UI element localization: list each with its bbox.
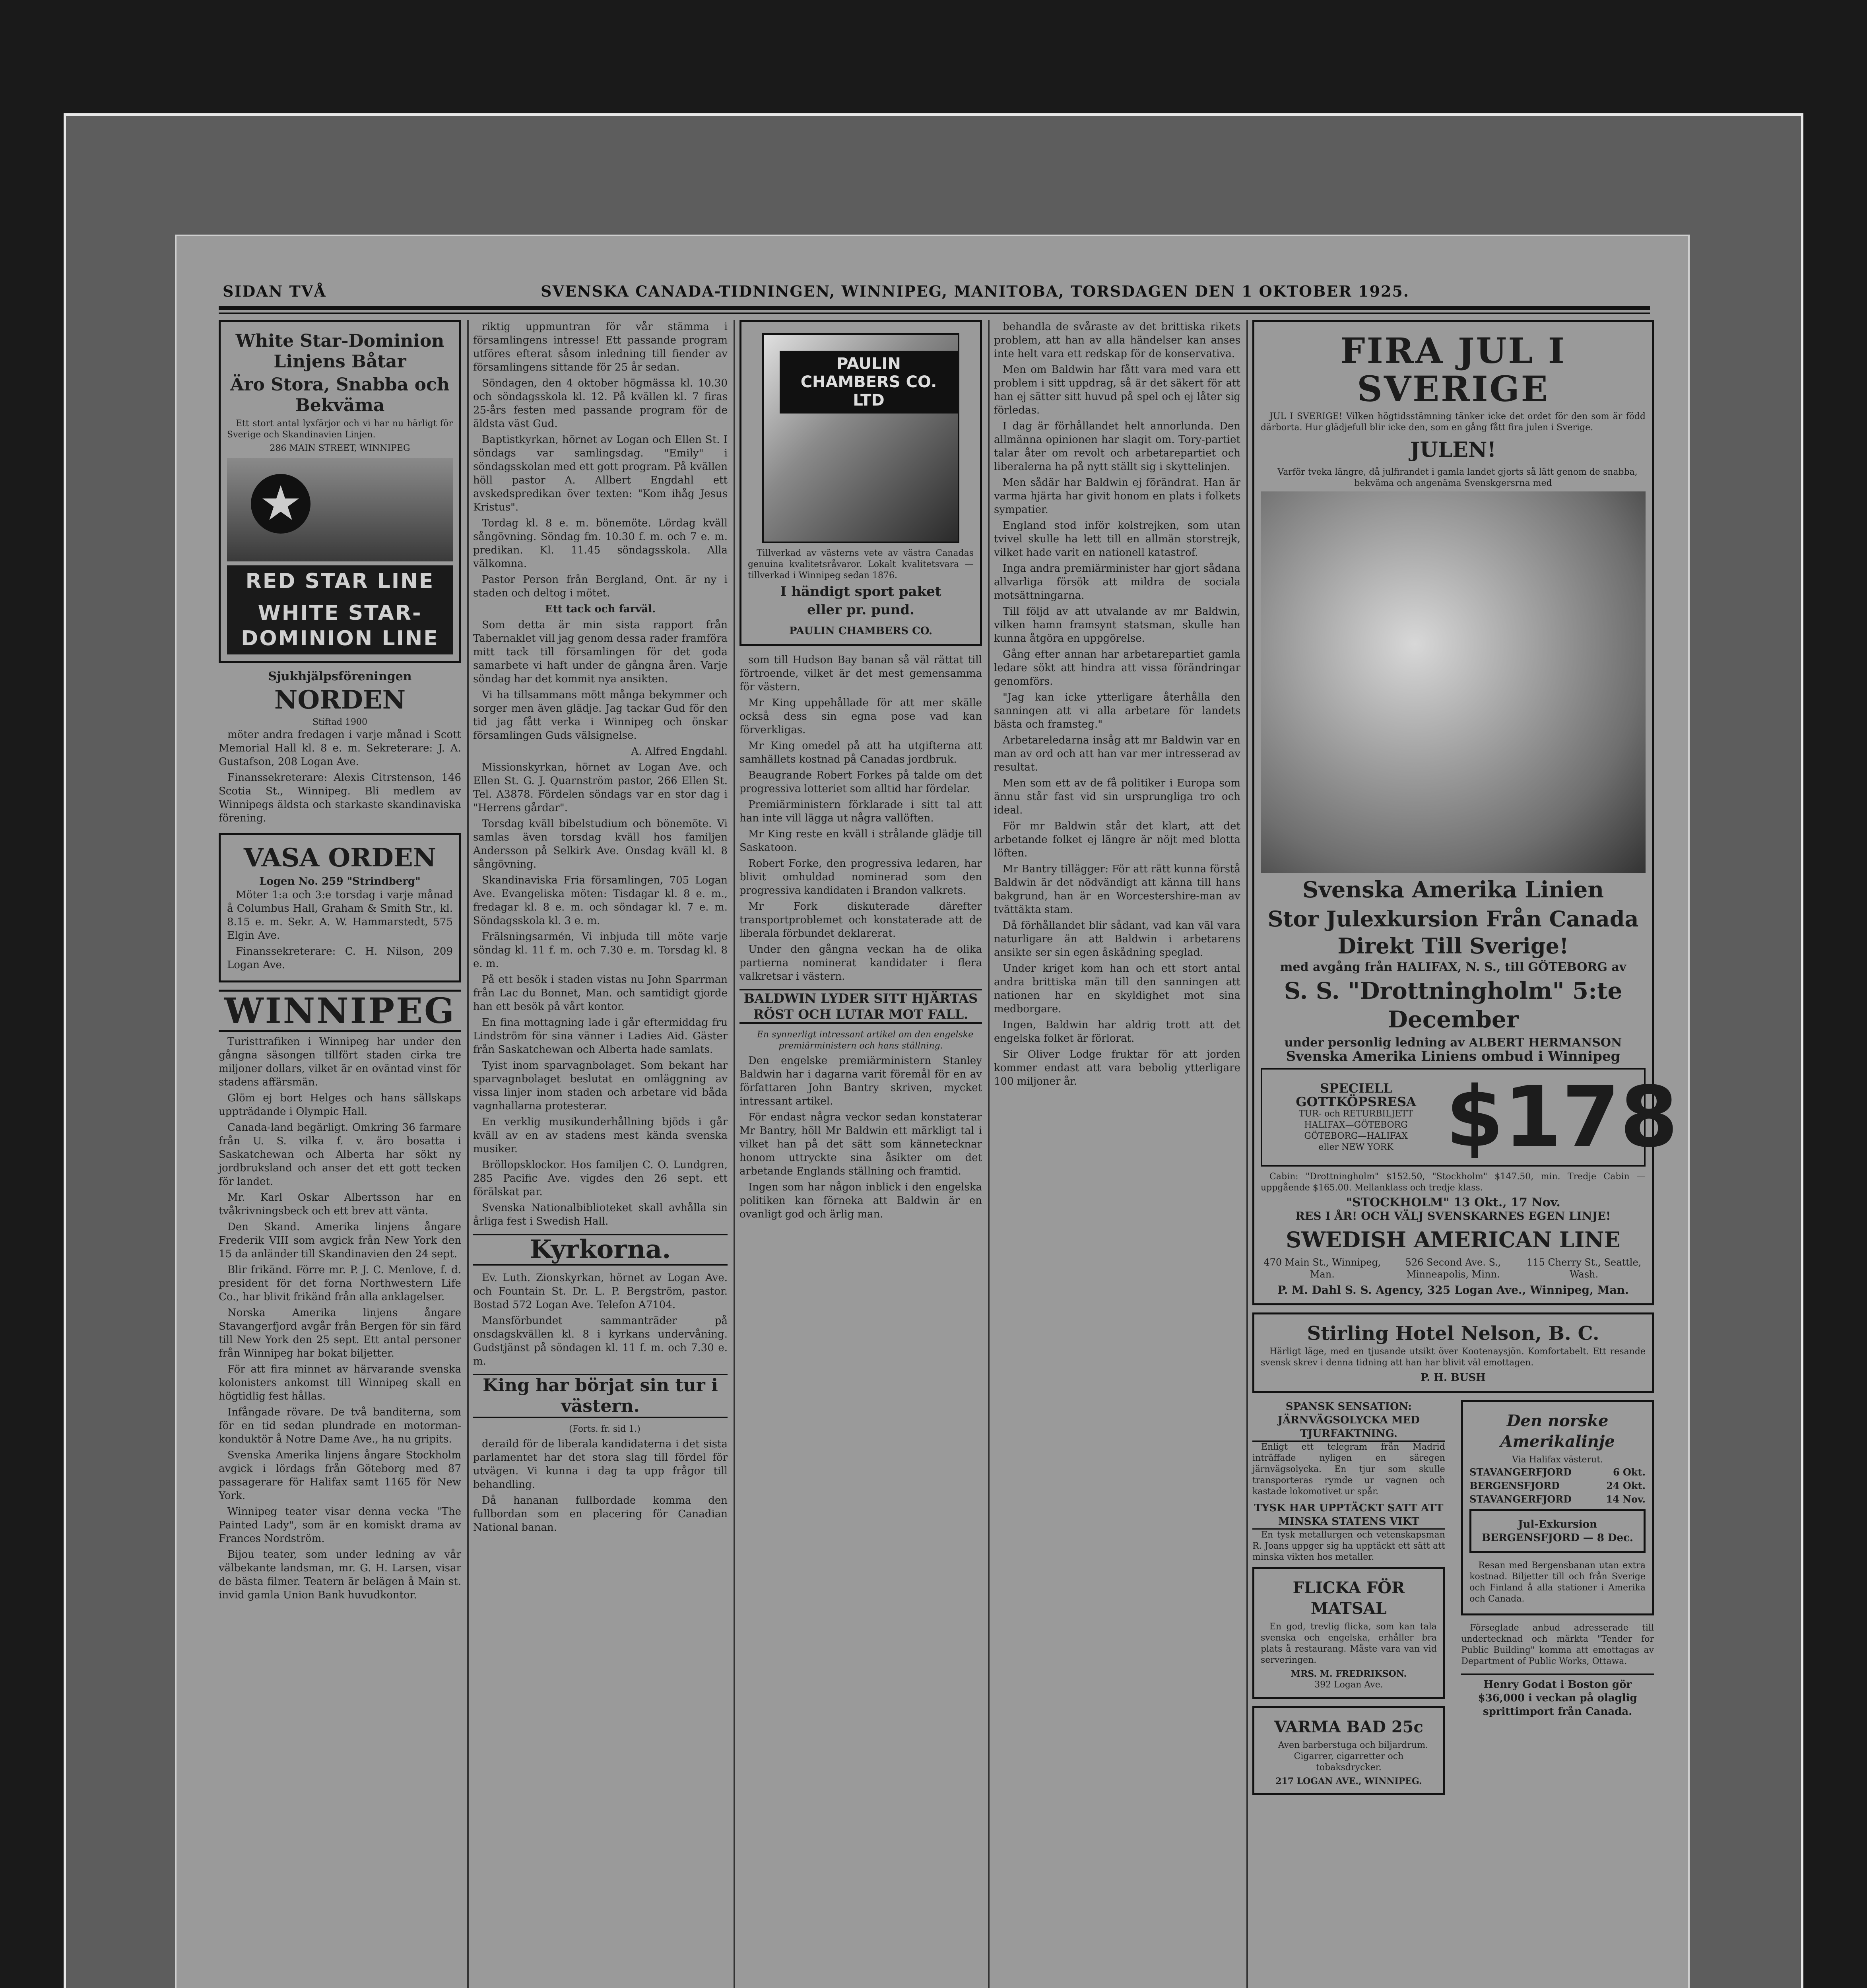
bush-signature: P. H. BUSH [1420,1372,1486,1384]
white-star-address: 286 MAIN STREET, WINNIPEG [270,443,410,453]
stockholm-dates: "STOCKHOLM" 13 Okt., 17 Nov. [1346,1196,1560,1209]
fare-price: $178 [1446,1068,1678,1166]
address-minneapolis: 526 Second Ave. S., Minneapolis, Minn. [1405,1257,1501,1280]
paulin-chambers-ad: PAULIN CHAMBERS CO. LTD Tillverkad av västerns vete av västra Canadas genuina kvalitetsråvaror. Lokalt kvalitetsvara — tillverkad i Winnipeg sedan 1876. I händigt sport paket eller pr. pund. PAULIN CHAMBERS CO. [739,320,982,646]
sailing-line: med avgång från HALIFAX, N. S., till GÖTEBORG av [1280,960,1626,974]
address-winnipeg: 470 Main St., Winnipeg, Man. [1263,1257,1381,1280]
christmas-visit-illustration [1261,491,1646,873]
varma-heading: VARMA BAD 25c [1274,1718,1423,1736]
jul-exkursion-box [1469,1509,1646,1553]
king-heading: King har börjat sin tur i västern. [473,1374,728,1418]
swedish-american-line-ad: FIRA JUL I SVERIGE JUL I SVERIGE! Vilken högtidsstämning tänker icke det ordet för den som är född därborta. Hur glädjefull blir icke den, som en gång fått fira julen i Sverige. JULEN! Varför tveka längre, då julfirandet i gamla landet gjorts så lätt genom de snabba, bekväma och angenäma Svenskgersrna med Svenska Amerika Linien Stor Julexkursion Från Canada Direkt Till Sverige! med avgång från HALIFAX, N. S., till GÖTEBORG av S. S. "Drottningholm" 5:te December under personlig ledning av ALBERT HERMANSON Svenska Amerika Liniens ombud i Winnipeg SPECIELL GOTTKÖPSRESA TUR- och RETURBILJETT HALIFAX—GÖTEBORG GÖTEBORG—HALIFAX eller NEW YORK $178 Cabin: "Drottningholm" $152.50, "Stockholm" $147.50, min. Tredje Cabin — uppgående $165.00. Mellanklass och tredje klass. "STOCKHOLM" 13 Okt., 17 Nov. RES I ÅR! OCH VÄLJ SVENSKARNES EGEN LINJE! SWEDISH AMERICAN LINE 470 Main St., Winnipeg, Man. 526 Second Ave. S., Minneapolis, Minn. 115 Cherry St., Seattle, Wash. P. M. Dahl S. S. Agency, 325 Logan Ave., Winnipeg, Man. [1252,320,1654,1305]
white-star-logo: WHITE STAR-DOMINION LINE [227,597,453,654]
vasa-lodge: Logen No. 259 "Strindberg" [259,876,421,887]
paulin-tagline-2: eller pr. pund. [807,602,914,618]
biscuit-package-illustration [762,333,959,543]
fredrikson-name: MRS. M. FREDRIKSON. [1291,1669,1407,1679]
norden-founded: Stiftad 1900 [312,717,368,727]
excursion-line-2: Direkt Till Sverige! [1337,933,1569,959]
excursion-line-1: Stor Julexkursion Från Canada [1267,906,1639,932]
jul-exkursion-ship: BERGENSFJORD — 8 Dec. [1482,1532,1633,1544]
stirling-hotel-ad: Stirling Hotel Nelson, B. C. Härligt läge, med en tjusande utsikt över Kootenaysjön. Komfortabelt. Ett resande svensk skrev i denna tidning att han har blivit väl emottagen. P. H. BUSH [1252,1312,1654,1393]
leader-line: under personlig ledning av ALBERT HERMANSON [1284,1036,1622,1050]
page-header [223,282,1646,306]
ship-date: 6 Okt. [1613,1466,1646,1478]
winnipeg-heading: WINNIPEG [219,990,461,1032]
red-star-logo: RED STAR LINE [227,565,453,597]
sailing-row-1 [1469,1466,1646,1479]
julen-line: JULEN! [1410,438,1496,462]
vasa-title: VASA ORDEN [243,843,437,873]
tysk-heading: TYSK HAR UPPTÄCKT SATT ATT MINSKA STATENS VIKT [1252,1501,1445,1530]
column-3: PAULIN CHAMBERS CO. LTD Tillverkad av västerns vete av västra Canadas genuina kvalitetsråvaror. Lokalt kvalitetsvara — tillverkad i Winnipeg sedan 1876. I händigt sport paket eller pr. pund. PAULIN CHAMBERS CO. som till Hudson Bay banan så väl rättat till förtroende, vilket är det mest gemensamma för västern. Mr King uppehållade för att mer skälle också dess sin egna pose vad kan förverkligas. Mr King omedel på att ha utgifterna att samhällets kostnad på Canadas jordbruk. Beaugrande Robert Forkes på talde om det progressiva lotteriet som alltid har fördelar. Premiärministern förklarade i sitt tal att han inte vill lägga ut några vallöften. Mr King reste en kväll i strålande glädje till Saskatoon. Robert Forke, den progressiva ledaren, har blivit omhuldad nominerad som den progressiva kandidaten i Brandon valkrets. Mr Fork diskuterade därefter transportproblemet och konstaterade att de liberala förbundet deklarerat. Under den gångna veckan ha de olika partierna nominerat kandidater i flera valkretsar i västern. BALDWIN LYDER SITT HJÄRTAS RÖST OCH LUTAR MOT FALL. En synnerligt intressant artikel om den engelske premiärministern och hans ställning. Den engelske premiärministern Stanley Baldwin har i dagarna varit föremål för en av författaren John Bantry skriven, mycket intressant artikel. För endast några veckor sedan konstaterar Mr Bantry, höll Mr Baldwin ett märkligt tal i vilket han på det sätt som kännetecknar honom uttryckte sina åsikter om det arbetande Englands ställning och framtid. Ingen som har någon inblick i den engelska politiken kan förneka att Baldwin är en ovanligt god och ärlig man. [739,320,982,1988]
white-star-ad: White Star-Dominion Linjens Båtar Äro Stora, Snabba och Bekväma Ett stort antal lyxfärjor och vi har nu härligt för Sverige och Skandinavien Linjen. 286 MAIN STREET, WINNIPEG ★ RED STAR LINE WHITE STAR-DOMINION LINE [219,320,461,663]
stirling-title: Stirling Hotel Nelson, B. C. [1307,1322,1599,1345]
baldwin-heading: BALDWIN LYDER SITT HJÄRTAS RÖST OCH LUTAR MOT FALL. [739,989,982,1024]
special-fare: SPECIELL GOTTKÖPSRESA [1296,1081,1416,1109]
header-rule-thin [219,313,1650,314]
flicka-heading: FLICKA FÖR MATSAL [1293,1578,1405,1618]
column-4: behandla de svåraste av det brittiska rikets problem, att han av alla händelser kan anses inte helt vara ett redskap för de konservativa. Men om Baldwin har fått vara med vara ett problem i sitt uppdrag, så är det säkert för att han ej sätter sitt huvud på spel och ej låter sig förledas. I dag är förhållandet helt annorlunda. Den allmänna opinionen har slagit om. Tory-partiet talar åter om revolt och arbetarepartiet och liberalerna ha på nytt ställt sig i skyttelinjen. Men sådär har Baldwin ej förändrat. Han är varma hjärta har givit honom en plats i folkets sympatier. England stod inför kolstrejken, som utan tvivel skulle ha lett till en allmän storstrejk, vilket hade varit en nationell katastrof. Inga andra premiärminister har gjort sådana allvarliga försök att mildra de sociala motsättningarna. Till följd av att utvalande av mr Baldwin, vilken hamn framsynt statsman, skulle han kunna åtgöra en uppgörelse. Gång efter annan har arbetarepartiet gamla ledare sökt att hindra att vissa förändringar genomförs. "Jag kan icke ytterligare återhålla den sanningen att vi alla arbetare för landets bästa och framsteg." Arbetareledarna insåg att mr Baldwin var en man av ord och att han var mer intresserad av resultat. Men som ett av de få politiker i Europa som ännu står fast vid sin ursprungliga tro och ideal. För mr Baldwin står det klart, att det arbetande folket ej längre är nöjt med blotta löften. Mr Bantry tillägger: För att rätt kunna förstå Baldwin är det nödvändigt att känna till hans bakgrund, han är en Worcestershire-man av tvättäkta stam. Då förhållandet blir sådant, vad kan väl vara naturligare än att Baldwin i arbetarens ansikte ser sin egen åskådning speglad. Under kriget kom han och ett stort antal andra brittiska män till den sanningen att nationen har en skyldighet mot sina medborgare. Ingen, Baldwin har aldrig trott att det engelska folket är förlorat. Sir Oliver Lodge fruktar för att jorden kommer endast att vara bebolig ytterligare 100 miljoner år. [994,321,1240,1087]
norden-notice: Sjukhjälpsföreningen NORDEN Stiftad 1900 möter andra fredagen i varje månad i Scott Memorial Hall kl. 8 e. m. Sekreterare: J. A. Gustafson, 208 Logan Ave. Finanssekreterare: Alexis Citrstenson, 146 Scotia St., Winnipeg. Bli medlem av Winnipegs äldsta och starkaste skandinaviska förening. [219,670,461,824]
column-2: riktig uppmuntran för vår stämma i församlingens intresse! Ett passande program utföres efterat såsom inledning till fiender av församlingens sittande för 25 år sedan. Söndagen, den 4 oktober högmässa kl. 10.30 och söndagsskola kl. 12. På kvällen kl. 7 firas 25-års festen med passande program för de äldsta väst Gud. Baptistkyrkan, hörnet av Logan och Ellen St. I söndags var samlingsdag. "Emily" i söndagsskolan med ett gott program. På kvällen höll pastor A. Allbert Engdahl ett avskedspredikan över texten: "Kom ihåg Jesus Kristus". Tordag kl. 8 e. m. bönemöte. Lördag kväll sångövning. Söndag fm. 10.30 f. m. och 7 e. m. predikan. Kl. 11.45 söndagsskola. Alla välkomna. Pastor Person från Bergland, Ont. är ny i staden och deltog i mötet. Ett tack och farväl. Som detta är min sista rapport från Tabernaklet vill jag genom dessa rader framföra mitt tack till församlingen för det goda samarbete vi haft under de gångna åren. Varje söndag har det kommit nya ansikten. Vi ha tillsammans mött många bekymmer och sorger men även glädje. Jag tackar Gud för den tid jag fått verka i Winnipeg och önskar församlingen Guds välsignelse. A. Alfred Engdahl. Missionskyrkan, hörnet av Logan Ave. och Ellen St. G. J. Quarnström pastor, 266 Ellen St. Tel. A3878. Fördelen söndags var en stor dag i "Herrens gårdar". Torsdag kväll bibelstudium och bönemöte. Vi samlas även torsdag kväll hos familjen Andersson på Selkirk Ave. Onsdag kväll kl. 8 sångövning. Skandinaviska Fria församlingen, 705 Logan Ave. Evangeliska möten: Tisdagar kl. 8 e. m., fredagar kl. 8 e. m. och söndagar kl. 7 e. m. Söndagsskola kl. 3 e. m. Frälsningsarmén, Vi inbjuda till möte varje söndag kl. 11 f. m. och 7.30 e. m. Torsdag kl. 8 e. m. På ett besök i staden vistas nu John Sparrman från Lac du Bonnet, Man. och samtidigt gjorde han ett besök på vårt kontor. En fina mottagning lade i går eftermiddag fru Lindström för sina vänner i Ladies Aid. Gäster från Saskatchewan och Alberta hade samlats. Tyist inom sparvagnbolaget. Som bekant har sparvagnbolaget beslutat en omläggning av vissa linjer inom staden och arbetare vid båda vagnhallarna protesterar. En verklig musikunderhållning bjöds i går kväll av en av stadens mest kända svenska musiker. Bröllopsklockor. Hos familjen C. O. Lundgren, 285 Pacific Ave. vigdes den 26 sept. ett förälskat par. Svenska Nationalbiblioteket skall avhålla sin årliga fest i Swedish Hall. Kyrkorna. Ev. Luth. Zionskyrkan, hörnet av Logan Ave. och Fountain St. Dr. L. P. Bergström, pastor. Bostad 572 Logan Ave. Telefon A7104. Mansförbundet sammanträder på onsdagskvällen kl. 8 i kyrkans undervåning. Gudstjänst på söndagen kl. 11 f. m. och 7.30 e. m. King har börjat sin tur i västern. (Forts. fr. sid 1.) deraild för de liberala kandidaterna i det sista parlamentet har det stora slag till fördel för utvägen. Vi kunna i dag ta upp frågor till behandling. Då hananan fullbordade komma den fullbordan som en placering för Canadian National banan. [473,321,728,1534]
masthead: SVENSKA CANADA-TIDNINGEN, WINNIPEG, MANITOBA, TORSDAGEN DEN 1 OKTOBER 1925. [541,282,1410,300]
route-2: GÖTEBORG—HALIFAX [1304,1131,1408,1141]
column-rule-4 [1246,320,1248,1988]
page-label: SIDAN TVÅ [223,282,326,300]
godat-notice: Henry Godat i Boston gör $36,000 i veckan på olaglig sprittimport från Canada. [1461,1673,1654,1718]
office-addresses [1261,1256,1646,1280]
vasa-notice: VASA ORDEN Logen No. 259 "Strindberg" Möter 1:a och 3:e torsdag i varje månad å Columbus Hall, Graham & Smith Str., kl. 8.15 e. m. Sekr. A. W. Hammarstedt, 575 Elgin Ave. Finanssekreterare: C. H. Nilson, 209 Logan Ave. [219,833,461,982]
agency-line: Svenska Amerika Liniens ombud i Winnipeg [1286,1048,1621,1064]
ship-illustration [227,458,453,561]
header-rule [219,306,1650,310]
res-line: RES I ÅR! OCH VÄLJ SVENSKARNES EGEN LINJE! [1295,1209,1611,1223]
via-halifax: Via Halifax västerut. [1512,1455,1603,1465]
fredrikson-address: 392 Logan Ave. [1314,1680,1383,1690]
norden-kicker: Sjukhjälpsföreningen [268,670,412,683]
norske-title: Den norske Amerikalinje [1500,1411,1615,1451]
ship-name: BERGENSFJORD [1469,1480,1560,1491]
column-1: White Star-Dominion Linjens Båtar Äro Stora, Snabba och Bekväma Ett stort antal lyxfärjor och vi har nu härligt för Sverige och Skandinavien Linjen. 286 MAIN STREET, WINNIPEG ★ RED STAR LINE WHITE STAR-DOMINION LINE Sjukhjälpsföreningen NORDEN Stiftad 1900 möter andra fredagen i varje månad i Scott Memorial Hall kl. 8 e. m. Sekreterare: J. A. Gustafson, 208 Logan Ave. Finanssekreterare: Alexis Citrstenson, 146 Scotia St., Winnipeg. Bli medlem av Winnipegs äldsta och starkaste skandinaviska förening. VASA ORDEN Logen No. 259 "Strindberg" Möter 1:a och 3:e torsdag i varje månad å Columbus Hall, Graham & Smith Str., kl. 8.15 e. m. Sekr. A. W. Hammarstedt, 575 Elgin Ave. Finanssekreterare: C. H. Nilson, 209 Logan Ave. WINNIPEG Turisttrafiken i Winnipeg har under den gångna säsongen tillfört staden cirka tre miljoner dollars, vilket är en oväntad vinst för stadens affärsmän. Glöm ej bort Helges och hans sällskaps uppträdande i Olympic Hall. Canada-land begärligt. Omkring 36 farmare från U. S. vilka f. v. äro bosatta i Saskatchewan och Alberta har sökt ny jordbruksland och anser det ett gott tecken för landet. Mr. Karl Oskar Albertsson har en tvåkrivningsbeck och ett brev att vänta. Den Skand. Amerika linjens ångare Frederik VIII som avgick från New York den 15 da anländer till Skandinavien den 24 sept. Blir frikänd. Förre mr. P. J. C. Menlove, f. d. president för det forna Northwestern Life Co., har blivit frikänd från alla anklagelser. Norska Amerika linjens ångare Stavangerfjord avgår från Bergen för sin färd till New York den 25 sept. Ett antal personer från Winnipeg har bokat biljetter. För att fira minnet av härvarande svenska kolonisters ankomst till Winnipeg skall en högtidlig fest hållas. Infångade rövare. De två banditerna, som för en tid sedan plundrade en motorman-konduktör å Notre Dame Ave., ha nu gripits. Svenska Amerika linjens ångare Stockholm avgick i lördags från Göteborg med 87 passagerare för Halifax samt 1165 för New York. Winnipeg teater visar denna vecka "The Painted Lady", som är en komiskt drama av Frances Nordström. Bijou teater, som under ledning av vår välbekante landsman, mr. G. H. Larsen, visar de bästa filmer. Teatern är belägen å Main st. invid gamla Union Bank huvudkontor. [219,320,461,1988]
bottom-left-news: SPANSK SENSATION: JÄRNVÄGSOLYCKA MED TJURFAKTNING. Enligt ett telegram från Madrid inträffade nyligen en säregen järnvägsolycka. En tjur som skulle transporteras rymde ur vagnen och kastade lokomotivet ur spår. TYSK HAR UPPTÄCKT SATT ATT MINSKA STATENS VIKT En tysk metallurgen och vetenskapsman R. Joans uppger sig ha upptäckt ett sätt att minska vikten hos metaller. FLICKA FÖR MATSAL En god, trevlig flicka, som kan tala svenska och engelska, erhåller bra plats å restaurang. Måste vara van vid serveringen. MRS. M. FREDRIKSON. 392 Logan Ave. VARMA BAD 25c Aven barberstuga och biljardrum. Cigarrer, cigarretter och tobaksdrycker. 217 LOGAN AVE., WINNIPEG. [1252,1400,1445,1802]
white-star-title-2: Äro Stora, Snabba och Bekväma [230,375,450,415]
column-5 [1252,320,1678,1988]
paulin-tagline-1: I händigt sport paket [780,584,941,600]
column-rule-2 [734,320,735,1988]
norden-title: NORDEN [274,685,406,715]
sailing-row-3 [1469,1493,1646,1506]
sal-name: SWEDISH AMERICAN LINE [1286,1227,1621,1252]
varma-bad-ad: VARMA BAD 25c Aven barberstuga och biljardrum. Cigarrer, cigarretter och tobaksdrycker. 217 LOGAN AVE., WINNIPEG. [1252,1706,1445,1795]
kyrkorna-heading: Kyrkorna. [473,1234,728,1266]
ship-date: 14 Nov. [1606,1493,1646,1505]
jul-exkursion: Jul-Exkursion [1518,1518,1597,1530]
address-seattle: 115 Cherry St., Seattle, Wash. [1526,1257,1642,1280]
spansk-heading: SPANSK SENSATION: JÄRNVÄGSOLYCKA MED TJURFAKTNING. [1252,1400,1445,1442]
bottom-ad-area [1252,1400,1654,1802]
dahl-agency: P. M. Dahl S. S. Agency, 325 Logan Ave., Winnipeg, Man. [1277,1283,1629,1297]
newspaper-page [175,235,1690,1988]
column-rule-3 [988,320,990,1988]
ship-name: STAVANGERFJORD [1469,1493,1572,1505]
column-rule-1 [467,320,469,1988]
fare-box [1261,1068,1678,1167]
paulin-brand: PAULIN CHAMBERS CO. LTD [780,351,958,414]
ship-date: 24 Okt. [1606,1480,1646,1491]
paulin-company: PAULIN CHAMBERS CO. [789,625,933,637]
route-1: HALIFAX—GÖTEBORG [1304,1120,1408,1130]
ship-name: STAVANGERFJORD [1469,1466,1572,1478]
sal-heading: Svenska Amerika Linien [1302,877,1604,903]
white-star-title-1: White Star-Dominion Linjens Båtar [235,331,444,372]
star-icon: ★ [251,474,311,534]
bottom-right-ads: Den norske Amerikalinje Via Halifax västerut. STAVANGERFJORD 6 Okt. BERGENSFJORD 24 Okt. STAVANGERFJORD 14 Nov. Jul-Exkursion BERGENSFJORD — 8 Dec. Resan med Bergensbanan utan extra kostnad. Biljetter till och från Sverige och Finland å alla stationer i Amerika och Canada. Förseglade anbud adresserade till undertecknad och märkta "Tender for Public Building" komma att emottagas av Department of Public Works, Ottawa. Henry Godat i Boston gör $36,000 i veckan på olaglig sprittimport från Canada. [1461,1400,1654,1802]
fira-jul-title: FIRA JUL I SVERIGE [1340,330,1566,410]
tur-retur: TUR- och RETURBILJETT [1298,1109,1413,1119]
norske-amerikalinje-ad: Den norske Amerikalinje Via Halifax västerut. STAVANGERFJORD 6 Okt. BERGENSFJORD 24 Okt. STAVANGERFJORD 14 Nov. Jul-Exkursion BERGENSFJORD — 8 Dec. Resan med Bergensbanan utan extra kostnad. Biljetter till och från Sverige och Finland å alla stationer i Amerika och Canada. [1461,1400,1654,1615]
sailing-row-2 [1469,1479,1646,1493]
flicka-ad: FLICKA FÖR MATSAL En god, trevlig flicka, som kan tala svenska och engelska, erhåller bra plats å restaurang. Måste vara van vid serveringen. MRS. M. FREDRIKSON. 392 Logan Ave. [1252,1567,1445,1699]
route-3: eller NEW YORK [1318,1142,1393,1152]
varma-address: 217 LOGAN AVE., WINNIPEG. [1275,1776,1422,1786]
ship-line: S. S. "Drottningholm" 5:te December [1284,977,1622,1033]
